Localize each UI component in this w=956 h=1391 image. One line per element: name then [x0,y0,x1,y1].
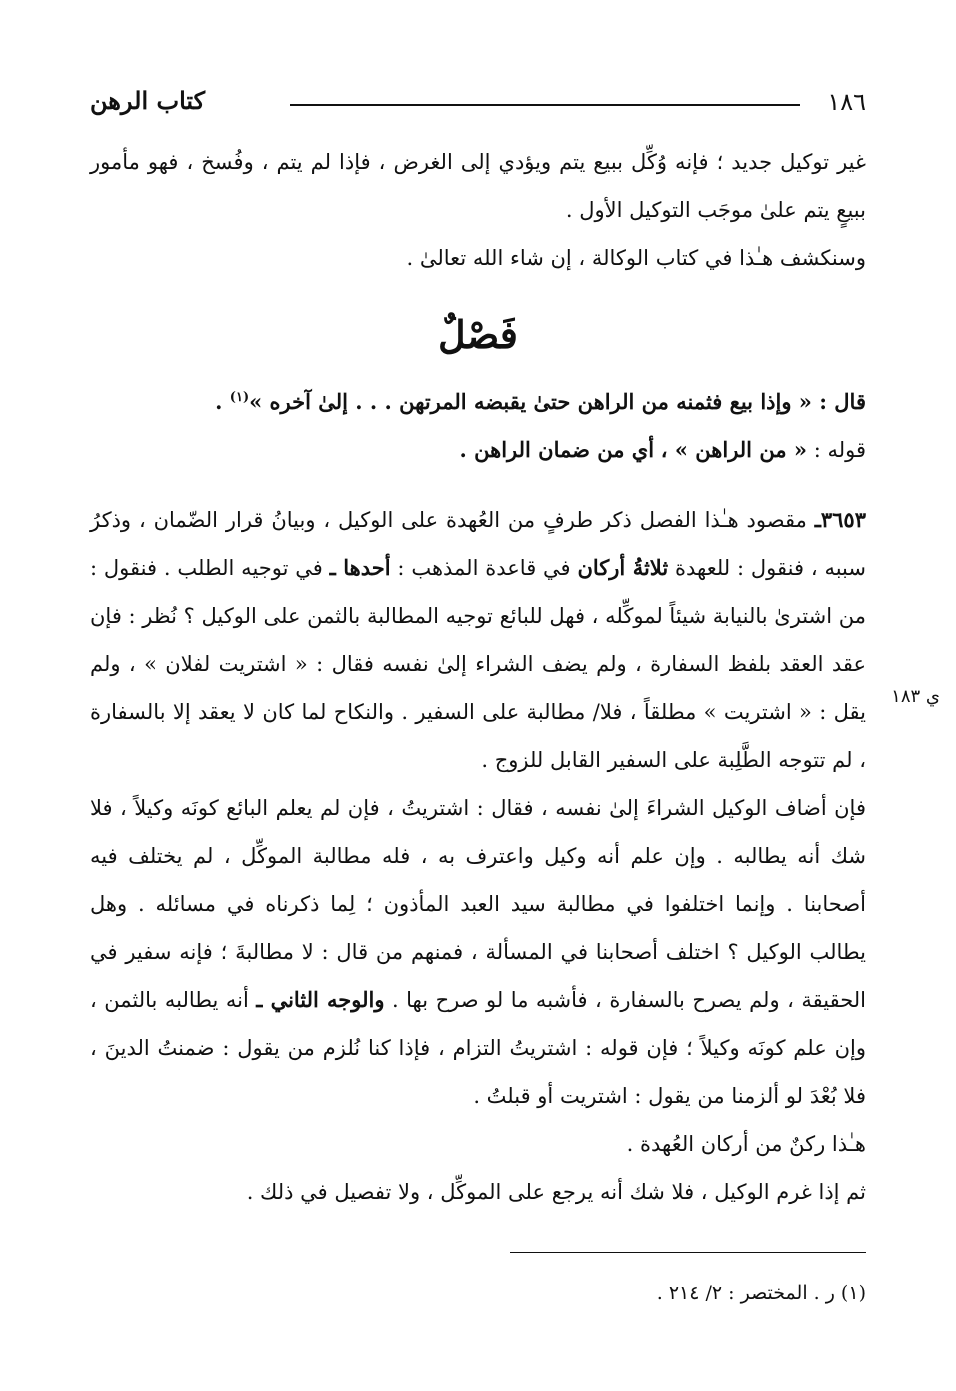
book-title: كتاب الرهن [90,86,206,115]
text-run: فإن أضاف الوكيل الشراءَ إلىٰ نفسه ، فقال : اشتريتُ ، فإن لم يعلم البائع كونَه وكيلاً ، فلا شك أنه يطالبه . وإن علم أنه وكيل واعترف به ، فله مطالبة الموكِّل ، لم يختلف فيه أصحابنا . وإنما اختلفوا في مطالبة سيد العبد المأذون ؛ لِما ذكرناه في مسائله . وهل يطالب الوكيل ؟ اختلف أصحابنا في المسألة ، فمنهم من قال : لا مطالبةَ ؛ فإنه سفير في الحقيقة ، ولم يصرح بالسفارة ، فأشبه ما لو صرح بها . [90,796,866,1012]
footnote-rule [510,1252,866,1253]
section-heading: فَصْلٌ [438,312,518,357]
qawluh-quote: « من الراهن » ، [660,437,808,462]
text-run: في توجيه الطلب . فنقول : من اشترىٰ بالنيابة شيئاً لموكِّله ، فهل للبائع توجيه المطالبة بالثمن على الوكيل ؟ نُظر : فإن عقد العقد بلفظ السفارة ، ولم يضف الشراء إلىٰ نفسه فقال : « اشتريت لفلان » ، ولم يقل : « اشتريت » مطلقاً ، فلا/ مطالبة على السفير . والنكاح لما كان لا يعقد إلا بالسفارة ، لم تتوجه الطَّلِبة على السفير القابل للزوج . [90,556,866,772]
text-run-bold: أحدها ـ [329,555,391,580]
text-run: في قاعدة المذهب : [397,556,571,580]
footnote-ref: (١) [229,390,250,405]
text-run-bold: ثلاثةُ أركان [577,555,669,580]
qual-label: قال : [819,389,866,414]
margin-note: ي ١٨٣ [891,686,940,707]
issue-number: ٣٦٥٣ـ [814,507,866,532]
qawluh-line [90,426,866,474]
text-run: مقصود هـٰذا الفصل ذكر طرفٍ من العُهدة على الوكيل ، وبيانُ قرار الضّمان ، وذكرُ سببه ، فنقول : للعهدة [90,508,866,580]
main-paragraph-3: هـٰذا ركنٌ من أركان العُهدة . [626,1132,866,1156]
qawluh-label: قوله : [813,438,866,462]
page-header [90,86,866,126]
header-rule [290,104,800,106]
footnote: (١) ر . المختصر : ٢/ ٢١٤ . [656,1282,866,1304]
text-run: أنه يطالبه بالثمن ، وإن علم كونَه وكيلاً ؛ فإن قوله : اشتريتُ التزام ، فإذا كنا نُلزم من يقول : ضمنتُ الدينَ ، فلا بُعْدَ لو ألزمنا من يقول : اشتريت أو قبلتُ . [90,988,866,1108]
paragraph: وسنكشف هـٰذا في كتاب الوكالة ، إن شاء الله تعالىٰ . [406,246,866,270]
qual-end: . [215,389,230,414]
main-paragraph-1 [90,496,866,784]
page-body [90,138,866,1216]
spacer [90,474,866,496]
text-run-bold: والوجه الثاني ـ [256,987,385,1012]
paragraph: غير توكيل جديد ؛ فإنه وُكِّل ببيع يتم ويؤدي إلى الغرض ، فإذا لم يتم ، وفُسخ ، فهو مأمور ببيعٍ يتم علىٰ موجَب التوكيل الأول . [90,150,866,222]
main-paragraph-2 [90,784,866,1120]
qual-text: « وإذا بيع فثمنه من الراهن حتىٰ يقبضه المرتهن . . . إلىٰ آخره » [249,389,812,414]
qawluh-text: أي من ضمان الراهن . [459,437,655,462]
quoted-text-line [90,378,866,426]
page-number: ١٨٦ [827,88,866,116]
main-paragraph-4: ثم إذا غرم الوكيل ، فلا شك أنه يرجع على الموكِّل ، ولا تفصيل في ذلك . [246,1180,866,1204]
